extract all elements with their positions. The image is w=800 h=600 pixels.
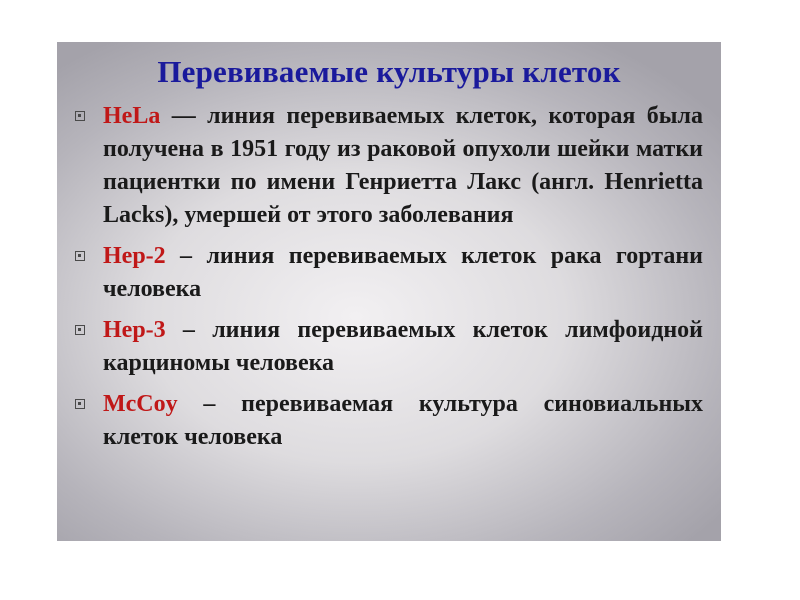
term-hep-3: Hep-3 [103,317,166,343]
item-description: линия перевиваемых клеток, которая была получена в 1951 году из раковой опухоли шейки матки пациентки по имени Генриетта Лакс (англ. Henrietta Lacks), умершей от этого заболевания [103,103,704,228]
list-item-hep-3 [73,314,703,380]
term-hep-2: Hep-2 [103,243,166,269]
term-hela: HeLa [103,103,161,129]
square-bullet-icon [75,325,85,335]
bullet-list [73,100,703,462]
square-bullet-icon [75,399,85,409]
list-item-hela [73,100,703,232]
item-description: линия перевиваемых клеток лимфоидной карциномы человека [103,317,704,376]
list-item-hep-2 [73,240,703,306]
separator: — [160,103,208,129]
list-item-mccoy [73,388,703,454]
slide-title: Перевиваемые культуры клеток [157,54,621,89]
square-bullet-icon [75,111,85,121]
term-mccoy: McCoy [103,391,178,417]
separator: – [165,243,207,269]
separator: – [165,317,213,343]
slide [57,42,721,541]
separator: – [177,391,242,417]
item-description: перевиваемая культура синовиальных клеток человека [103,391,704,450]
square-bullet-icon [75,251,85,261]
item-description: линия перевиваемых клеток рака гортани человека [103,243,703,302]
